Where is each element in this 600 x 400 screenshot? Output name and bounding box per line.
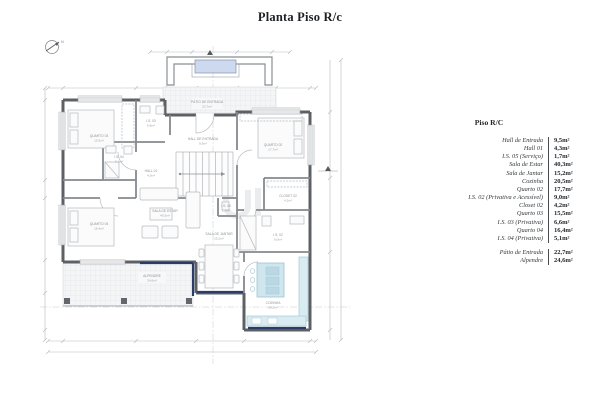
- legend-room-name: Alpendre: [520, 257, 543, 265]
- legend-row: [430, 219, 596, 227]
- alpendre-hatch: [63, 262, 193, 306]
- svg-text:16,4m²: 16,4m²: [94, 226, 104, 231]
- legend-rows: [430, 137, 596, 243]
- svg-text:17,7m²: 17,7m²: [268, 147, 278, 152]
- svg-text:22,7m²: 22,7m²: [202, 104, 212, 109]
- legend-row: [430, 227, 596, 235]
- legend-room-area: 9,0m²: [548, 194, 596, 202]
- legend-row: [430, 194, 596, 202]
- room-label-sala-jantar: SALA DE JANTAR: [205, 232, 233, 236]
- legend-room-area: 6,6m²: [548, 219, 596, 227]
- legend-room-name: Quarto 02: [516, 185, 543, 193]
- legend-room-area: 17,7m²: [548, 186, 596, 194]
- legend-room-name: Quarto 03: [516, 210, 543, 218]
- legend-room-name: I.S. 02 (Privativa e Acessível): [468, 194, 543, 202]
- room-label-is03: I.S. 03: [146, 119, 156, 123]
- legend-room-area: 16,4m²: [548, 227, 596, 235]
- legend-room-area: 1,7m²: [548, 153, 596, 161]
- legend-room-area: 15,2m²: [548, 170, 596, 178]
- svg-text:9,5m²: 9,5m²: [199, 141, 207, 146]
- legend-room-name: Sala de Jantar: [506, 169, 543, 177]
- legend-row: [430, 153, 596, 161]
- kitchen-counters: [247, 257, 308, 326]
- water-feature: [195, 60, 236, 73]
- legend-row: [430, 137, 596, 145]
- legend-room-area: 20,5m²: [548, 178, 596, 186]
- north-arrow-icon: [46, 40, 65, 54]
- north-label: N: [61, 40, 64, 44]
- legend-room-area: 5,1m²: [548, 235, 596, 243]
- svg-text:6,6m²: 6,6m²: [147, 123, 155, 128]
- room-label-quarto04: QUARTO 04: [89, 222, 109, 226]
- entrance-canopy: [167, 57, 272, 85]
- svg-text:20,5m²: 20,5m²: [268, 305, 278, 310]
- svg-text:24,6m²: 24,6m²: [147, 278, 157, 283]
- legend-row: [430, 178, 596, 186]
- room-label-hall-entrada: HALL DE ENTRADA: [187, 137, 219, 141]
- legend-rows-outdoor: [430, 249, 596, 265]
- legend-row: [430, 257, 596, 265]
- page-title: Planta Piso R/c: [257, 10, 343, 24]
- legend: [430, 118, 596, 265]
- room-label-sala-estar: SALA DE ESTAR: [152, 209, 178, 213]
- svg-text:5,1m²: 5,1m²: [115, 159, 123, 164]
- legend-room-area: 15,5m²: [548, 210, 596, 218]
- room-label-quarto02: QUARTO 02: [263, 143, 283, 147]
- legend-room-name: I.S. 03 (Privativa): [497, 218, 543, 226]
- room-label-closet02: CLOSET 02: [279, 194, 297, 198]
- legend-room-name: I.S. 04 (Privativa): [497, 234, 543, 242]
- svg-text:15,5m²: 15,5m²: [94, 138, 104, 143]
- legend-room-area: 24,6m²: [548, 257, 596, 265]
- legend-title: Piso R/C: [474, 118, 504, 127]
- legend-row: [430, 235, 596, 243]
- svg-text:40,3m²: 40,3m²: [160, 213, 170, 218]
- legend-room-area: 22,7m²: [548, 249, 596, 257]
- legend-room-area: 40,3m²: [548, 161, 596, 169]
- legend-row: [430, 186, 596, 194]
- legend-row: [430, 202, 596, 210]
- stairs: [176, 152, 233, 196]
- room-label-quarto03: QUARTO 03: [89, 134, 109, 138]
- legend-room-name: I.S. 05 (Serviço): [502, 153, 543, 161]
- svg-text:4,3m²: 4,3m²: [147, 173, 155, 178]
- legend-room-name: Hall 01: [523, 145, 543, 153]
- legend-room-name: Hall de Entrada: [502, 137, 543, 144]
- room-label-hall01: HALL 01: [144, 169, 158, 173]
- room-label-patio: PÁTIO DE ENTRADA: [190, 100, 224, 104]
- legend-room-name: Quarto 04: [516, 226, 543, 234]
- room-label-alpendre: ALPENDRE: [143, 274, 161, 278]
- legend-room-name: Pátio de Entrada: [499, 249, 543, 257]
- svg-text:9,0m²: 9,0m²: [274, 237, 282, 242]
- svg-text:4,2m²: 4,2m²: [284, 198, 292, 203]
- legend-room-name: Cozinha: [522, 177, 543, 185]
- legend-row: [430, 249, 596, 257]
- room-label-is04: I.S. 04: [114, 155, 124, 159]
- room-label-is02: I.S. 02: [273, 233, 283, 237]
- legend-room-area: 9,5m²: [548, 137, 596, 145]
- legend-row: [430, 145, 596, 153]
- legend-room-area: 4,3m²: [548, 145, 596, 153]
- svg-text:1,7m²: 1,7m²: [222, 208, 230, 213]
- legend-room-name: Closet 02: [519, 202, 543, 210]
- legend-room-area: 4,2m²: [548, 202, 596, 210]
- legend-row: [430, 170, 596, 178]
- svg-text:15,2m²: 15,2m²: [214, 236, 224, 241]
- legend-row: [430, 210, 596, 218]
- room-label-is05: I.S. 05: [221, 204, 231, 208]
- legend-row: [430, 161, 596, 169]
- legend-room-name: Sala de Estar: [509, 161, 543, 169]
- room-label-cozinha: COZINHA: [265, 301, 281, 305]
